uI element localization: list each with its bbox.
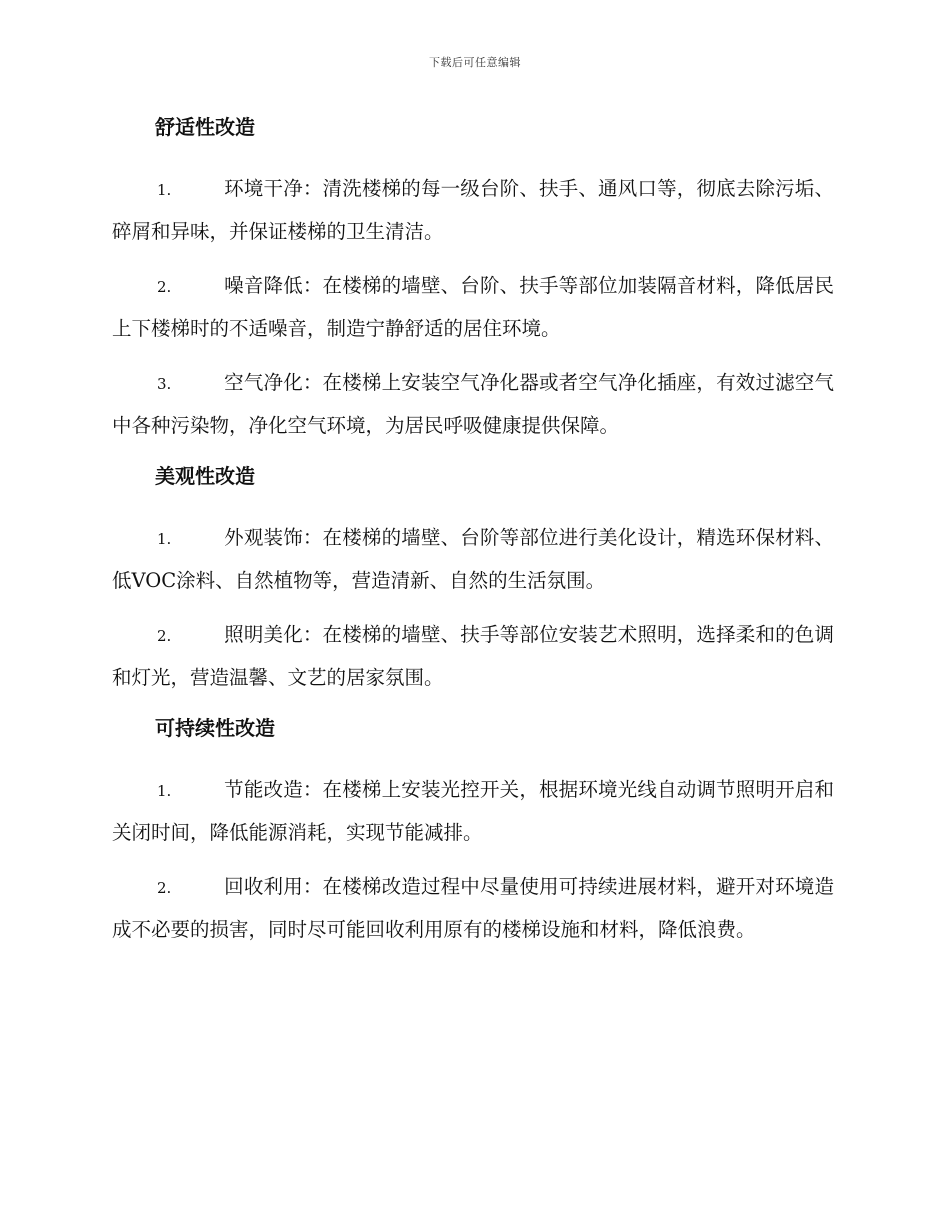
item-text: 环境干净：清洗楼梯的每一级台阶、扶手、通风口等，彻底去除污垢、碎屑和异味，并保证楼梯的卫生清洁。 [112, 177, 834, 243]
item-number: 1. [157, 530, 172, 548]
section-title: 美观性改造 [155, 464, 255, 488]
item-text: 回收利用：在楼梯改造过程中尽量使用可持续进展材料，避开对环境造成不必要的损害，同时尽可能回收利用原有的楼梯设施和材料，降低浪费。 [112, 875, 834, 941]
item-number: 2. [157, 278, 172, 296]
item-number: 1. [157, 181, 172, 199]
section-title: 可持续性改造 [155, 716, 275, 740]
item-number: 2. [157, 879, 172, 897]
list-item [112, 866, 834, 951]
section-comfort [112, 110, 834, 447]
item-text: 照明美化：在楼梯的墙壁、扶手等部位安装艺术照明，选择柔和的色调和灯光，营造温馨、文艺的居家氛围。 [112, 623, 834, 689]
item-text: 节能改造：在楼梯上安装光控开关，根据环境光线自动调节照明开启和关闭时间，降低能源消耗，实现节能减排。 [112, 778, 834, 844]
list-item [112, 769, 834, 854]
list-item [112, 362, 834, 447]
list-item [112, 168, 834, 253]
item-number: 2. [157, 627, 172, 645]
item-text: 空气净化：在楼梯上安装空气净化器或者空气净化插座，有效过滤空气中各种污染物，净化空气环境，为居民呼吸健康提供保障。 [112, 371, 834, 437]
section-sustainable [112, 711, 834, 951]
document-body [112, 110, 834, 963]
item-text: 外观装饰：在楼梯的墙壁、台阶等部位进行美化设计，精选环保材料、低VOC涂料、自然植物等，营造清新、自然的生活氛围。 [112, 526, 834, 592]
item-text: 噪音降低：在楼梯的墙壁、台阶、扶手等部位加装隔音材料，降低居民上下楼梯时的不适噪音，制造宁静舒适的居住环境。 [112, 274, 834, 340]
list-item [112, 614, 834, 699]
list-item [112, 517, 834, 602]
list-item [112, 265, 834, 350]
section-aesthetic [112, 459, 834, 699]
item-number: 1. [157, 782, 172, 800]
page-header: 下载后可任意编辑 [429, 56, 521, 69]
section-title: 舒适性改造 [155, 115, 255, 139]
item-number: 3. [157, 375, 172, 393]
